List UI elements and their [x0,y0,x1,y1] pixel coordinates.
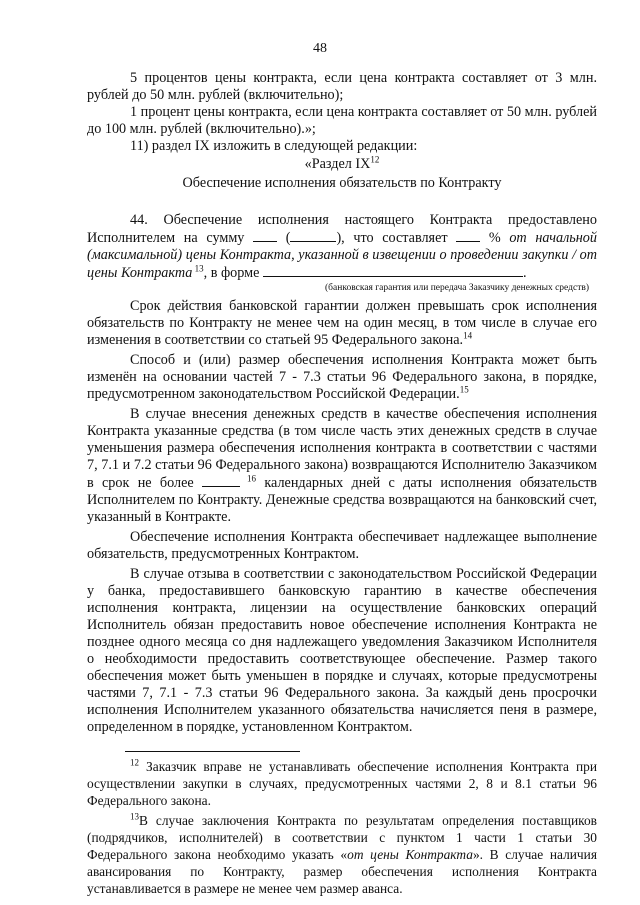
footnote-ref-14: 14 [463,330,473,341]
footnote-separator [125,751,300,752]
form-blank [263,264,523,277]
paragraph-validity [87,298,597,349]
footnote-ref-16: 16 [240,473,257,484]
footnote-italic: от цены Контракта [347,847,473,862]
clause-44-text: ), что составляет [336,230,457,246]
clause-44-text: % [480,230,510,246]
clause-44-text: . [522,265,527,281]
paragraph-method [87,352,597,403]
footnote-12 [87,758,597,809]
paragraph-secures: Обеспечение исполнения Контракта обеспечивает надлежащее выполнение обязательств, предусмотренных Контрактом. [87,529,597,562]
amount-words-blank [290,229,336,242]
paragraph-revoke: В случае отзыва в соответствии с законодательством Российской Федерации у банка, предоставившего банковскую гарантию в качестве обеспечения исполнения контракта, лицензии на осуществление банковских операций Исполнитель обязан предоставить новое обеспечение исполнения Контракта не позднее одного месяца со дня надлежащего уведомления Заказчиком Исполнителя о необходимости предоставить соответствующее обеспечение. Размер такого обеспечения может быть уменьшен в порядке и случаях, которые предусмотрены частями 7, 7.1 - 7.3 статьи 96 Федерального закона. За каждый день просрочки исполнения Исполнителем указанного обязательства начисляется пеня в размере, определенном в порядке, установленном Контрактом. [87,566,597,735]
amount-blank [253,229,277,242]
paragraph-text: Способ и (или) размер обеспечения исполнения Контракта может быть изменён на основании частей 7 - 7.3 статьи 96 Федерального закона, в порядке, предусмотренном законодательством Российской Федерации. [87,352,597,402]
footnote-text: Заказчик вправе не устанавливать обеспечение исполнения Контракта при осуществлении закупки в случаях, предусмотренных частями 2, 8 и 8.1 статьи 96 Федерального закона. [87,759,597,808]
section-title [87,156,597,173]
footnote-text: В случае заключения Контракта по результатам определения поставщиков (подрядчиков, исполнителей) в соответствии с пунктом 1 части 1 статьи 30 Федерального закона необходимо указать « [87,813,597,862]
paragraph-text: Срок действия банковской гарантии должен превышать срок исполнения обязательств по Контракту не менее чем на один месяц, в том числе в случае его изменения в соответствии со статьей 95 Федерального закона. [87,298,597,348]
footnote-text: ». В случае наличия авансирования по Контракту, размер обеспечения исполнения Контракта устанавливается в размере не менее чем размер аванса. [87,847,597,896]
days-blank [202,474,240,487]
clause-44-italic: от начальной (максимальной) цены Контракта, указанной в извещении о проведении закупки / от цены Контракта [87,230,597,281]
section-title-text: «Раздел IX [304,156,371,172]
footnote-mark-12: 12 [130,757,139,768]
form-caption: (банковская гарантия или передача Заказчику денежных средств) [325,283,589,293]
section-subtitle: Обеспечение исполнения обязательств по Контракту [182,175,502,191]
paragraph-text: календарных дней с даты исполнения обязательств Исполнителем по Контракту. Денежные средства возвращаются на банковский счет, указанный в Контракте. [87,475,598,525]
footnote-ref-12: 12 [370,154,380,165]
footnote-13 [87,812,597,897]
footnote-ref-15: 15 [459,384,469,395]
page-number: 48 [313,41,327,56]
footnote-mark-13: 13 [130,811,139,822]
percent-blank [456,229,480,242]
footnote-ref-13: 13 [192,263,204,274]
paragraph-cash [87,406,597,526]
clause-44-text: ( [277,230,291,246]
paragraph-5-percent: 5 процентов цены контракта, если цена контракта составляет от 3 млн. рублей до 50 млн. рублей (включительно); [87,70,597,103]
footnotes [87,758,597,897]
clause-44-text: , в форме [203,265,263,281]
paragraph-1-percent: 1 процент цены контракта, если цена контракта составляет от 50 млн. рублей до 100 млн. рублей (включительно).»; [87,104,597,137]
paragraph-11: 11) раздел IX изложить в следующей редакции: [130,138,418,154]
clause-44-text: 44. Обеспечение исполнения настоящего Контракта предоставлено Исполнителем на сумму [87,212,597,246]
clause-44 [87,212,597,282]
document-body [87,70,597,897]
paragraph-text: В случае внесения денежных средств в качестве обеспечения исполнения Контракта указанные средства (в том числе часть этих денежных средств в случае уменьшения размера обеспечения исполнения контракта в соответствии с частями 7, 7.1 и 7.2 статьи 96 Федерального закона) возвращаются Исполнителю Заказчиком в срок не более [87,406,597,491]
